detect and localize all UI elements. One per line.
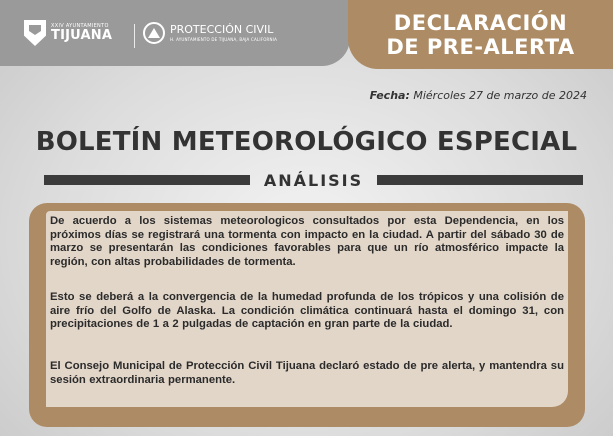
date-line (370, 89, 587, 102)
declaration-title-line1: DECLARACIÓN (393, 10, 568, 35)
analysis-text-box (46, 211, 568, 407)
section-rule-left (44, 175, 250, 185)
declaration-title-box (348, 0, 613, 69)
declaration-title-line2: DE PRE-ALERTA (386, 34, 575, 59)
date-label: Fecha: (369, 89, 410, 102)
tijuana-shield-icon (24, 20, 46, 46)
header-bar (0, 0, 350, 66)
section-header (44, 170, 583, 190)
proteccion-civil-logo (143, 22, 277, 44)
paragraph-2: Esto se deberá a la convergencia de la humedad profunda de los trópicos y una colisión de aire frío del Golfo de Alaska. La condición climática continuará hasta el domingo 31, con precipitaciones de 1 a 2 pulgadas de captación en gran parte de la ciudad. (50, 291, 564, 330)
proteccion-civil-icon (143, 22, 165, 44)
main-title: BOLETÍN METEOROLÓGICO ESPECIAL (35, 127, 578, 157)
paragraph-3: El Consejo Municipal de Protección Civil Tijuana declaró estado de pre alerta, y mantendra su sesión extraordinaria permanente. (50, 360, 564, 386)
municipal-name: TIJUANA (51, 28, 113, 43)
section-label: ANÁLISIS (263, 170, 364, 190)
section-rule-right (377, 175, 583, 185)
pc-subtitle: H. AYUNTAMIENTO DE TIJUANA, BAJA CALIFORNIA (170, 36, 278, 42)
logo-divider (134, 24, 135, 48)
paragraph-1: De acuerdo a los sistemas meteorologicos consultados por esta Dependencia, en los próximos días se registrará una tormenta con impacto en la ciudad. A partir del sábado 30 de marzo se presentarán las condiciones favorables para que un río atmosférico impacte la región, con altas probabilidades de tormenta. (50, 215, 564, 268)
date-value: Miércoles 27 de marzo de 2024 (413, 89, 587, 102)
analysis-panel (29, 203, 585, 427)
municipal-small-text: XXIV AYUNTAMIENTO (51, 23, 109, 29)
tijuana-logo (24, 20, 112, 46)
pc-name: PROTECCIÓN CIVIL (170, 23, 274, 37)
